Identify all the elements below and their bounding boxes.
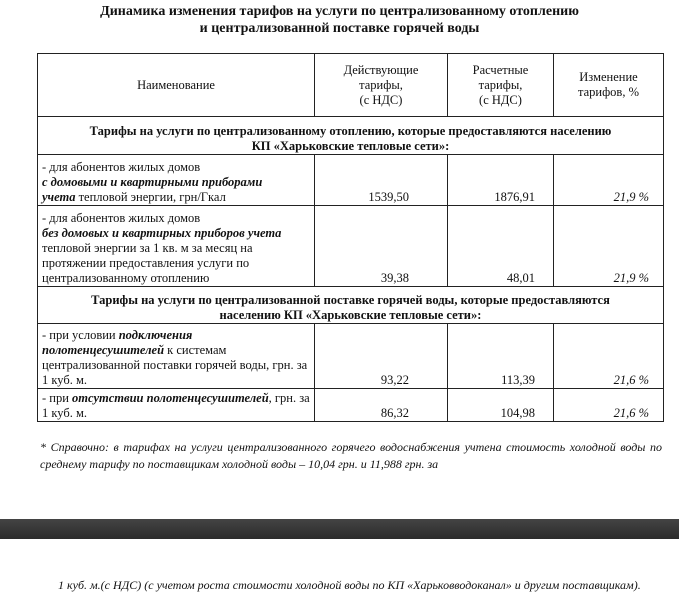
row1-current: 1539,50 <box>315 155 448 206</box>
row1-bold: с домовыми и квартирными приборами <box>42 175 263 189</box>
header-current-l2: тарифы, <box>359 77 403 92</box>
row4-calc: 104,98 <box>448 389 554 422</box>
section-hot-water-l2: населению КП «Харьковские тепловые сети»: <box>219 308 482 322</box>
header-current-l1: Действующие <box>343 62 419 77</box>
section-heating-cell <box>38 117 664 155</box>
footnote: * Справочно: в тарифах на услуги централизованного горячего водоснабжения учтена стоимость холодной воды по среднему тарифу по поставщикам холодной воды – 10,04 грн. и 11,988 грн. за <box>40 440 662 471</box>
section-hot-water-l1: Тарифы на услуги по централизованной поставке горячей воды, которые предоставляются <box>91 293 610 307</box>
header-name: Наименование <box>38 54 315 117</box>
row4-rest: , грн. за 1 куб. м. <box>42 391 310 420</box>
row4-bold: отсутствии полотенцесушителей <box>72 391 269 405</box>
row1-rest: тепловой энергии, грн/Гкал <box>75 190 226 204</box>
header-row <box>38 54 664 117</box>
row1-text1: - для абонентов жилых домов <box>42 160 201 174</box>
table-row <box>38 324 664 389</box>
row2-current: 39,38 <box>315 206 448 287</box>
header-calc-l2: тарифы, <box>478 77 523 92</box>
header-current <box>315 54 448 117</box>
row2-rest: тепловой энергии за 1 кв. м за месяц на протяжении предоставления услуги по централизованному отоплению <box>42 241 253 285</box>
row1-bold2: учета <box>42 190 76 204</box>
row2-calc: 48,01 <box>448 206 554 287</box>
header-change <box>554 54 664 117</box>
table-row <box>38 206 664 287</box>
header-change-l1: Изменение <box>579 70 638 84</box>
section-heating-l2: КП «Харьковские тепловые сети»: <box>251 139 450 153</box>
row3-calc: 113,39 <box>448 324 554 389</box>
section-hot-water-cell <box>38 287 664 324</box>
row1-calc: 1876,91 <box>448 155 554 206</box>
header-change-l2: тарифов, % <box>577 85 640 99</box>
page-separator <box>0 519 679 539</box>
row4-current: 86,32 <box>315 389 448 422</box>
row2-bold: без домовых и квартирных приборов учета <box>42 226 282 240</box>
tariff-table <box>37 53 664 422</box>
footnote-continuation: 1 куб. м.(с НДС) (с учетом роста стоимости холодной воды по КП «Харьковводоканал» и другим поставщикам). <box>58 578 641 592</box>
section-hot-water <box>38 287 664 324</box>
section-heating-l1: Тарифы на услуги по централизованному отоплению, которые предоставляются населению <box>89 124 612 138</box>
header-calc-l1: Расчетные <box>472 62 529 77</box>
row1-line3 <box>42 190 310 205</box>
title-line-1: Динамика изменения тарифов на услуги по централизованному отоплению <box>100 4 579 19</box>
row3-bold: подключения полотенцесушителей <box>42 328 193 357</box>
row4-pre: - при <box>42 391 73 405</box>
row1-change: 21,9 % <box>554 155 664 206</box>
row1-name <box>38 155 315 206</box>
row2-change: 21,9 % <box>554 206 664 287</box>
row3-name <box>38 324 315 389</box>
title-line-2: и централизованной поставке горячей воды <box>199 21 480 36</box>
row3-rest: к системам централизованной поставки горячей воды, грн. за 1 куб. м. <box>42 343 308 387</box>
row3-current: 93,22 <box>315 324 448 389</box>
row3-pre: - при условии <box>42 328 119 342</box>
row2-text1: - для абонентов жилых домов <box>42 211 201 225</box>
header-calc-l3: (с НДС) <box>479 92 522 107</box>
header-calc <box>448 54 554 117</box>
header-current-l3: (с НДС) <box>359 92 403 107</box>
row4-change: 21,6 % <box>554 389 664 422</box>
table-row <box>38 155 664 206</box>
row4-name <box>38 389 315 422</box>
row3-change: 21,6 % <box>554 324 664 389</box>
document-title <box>0 3 679 37</box>
table-row <box>38 389 664 422</box>
row2-name <box>38 206 315 287</box>
section-heating <box>38 117 664 155</box>
